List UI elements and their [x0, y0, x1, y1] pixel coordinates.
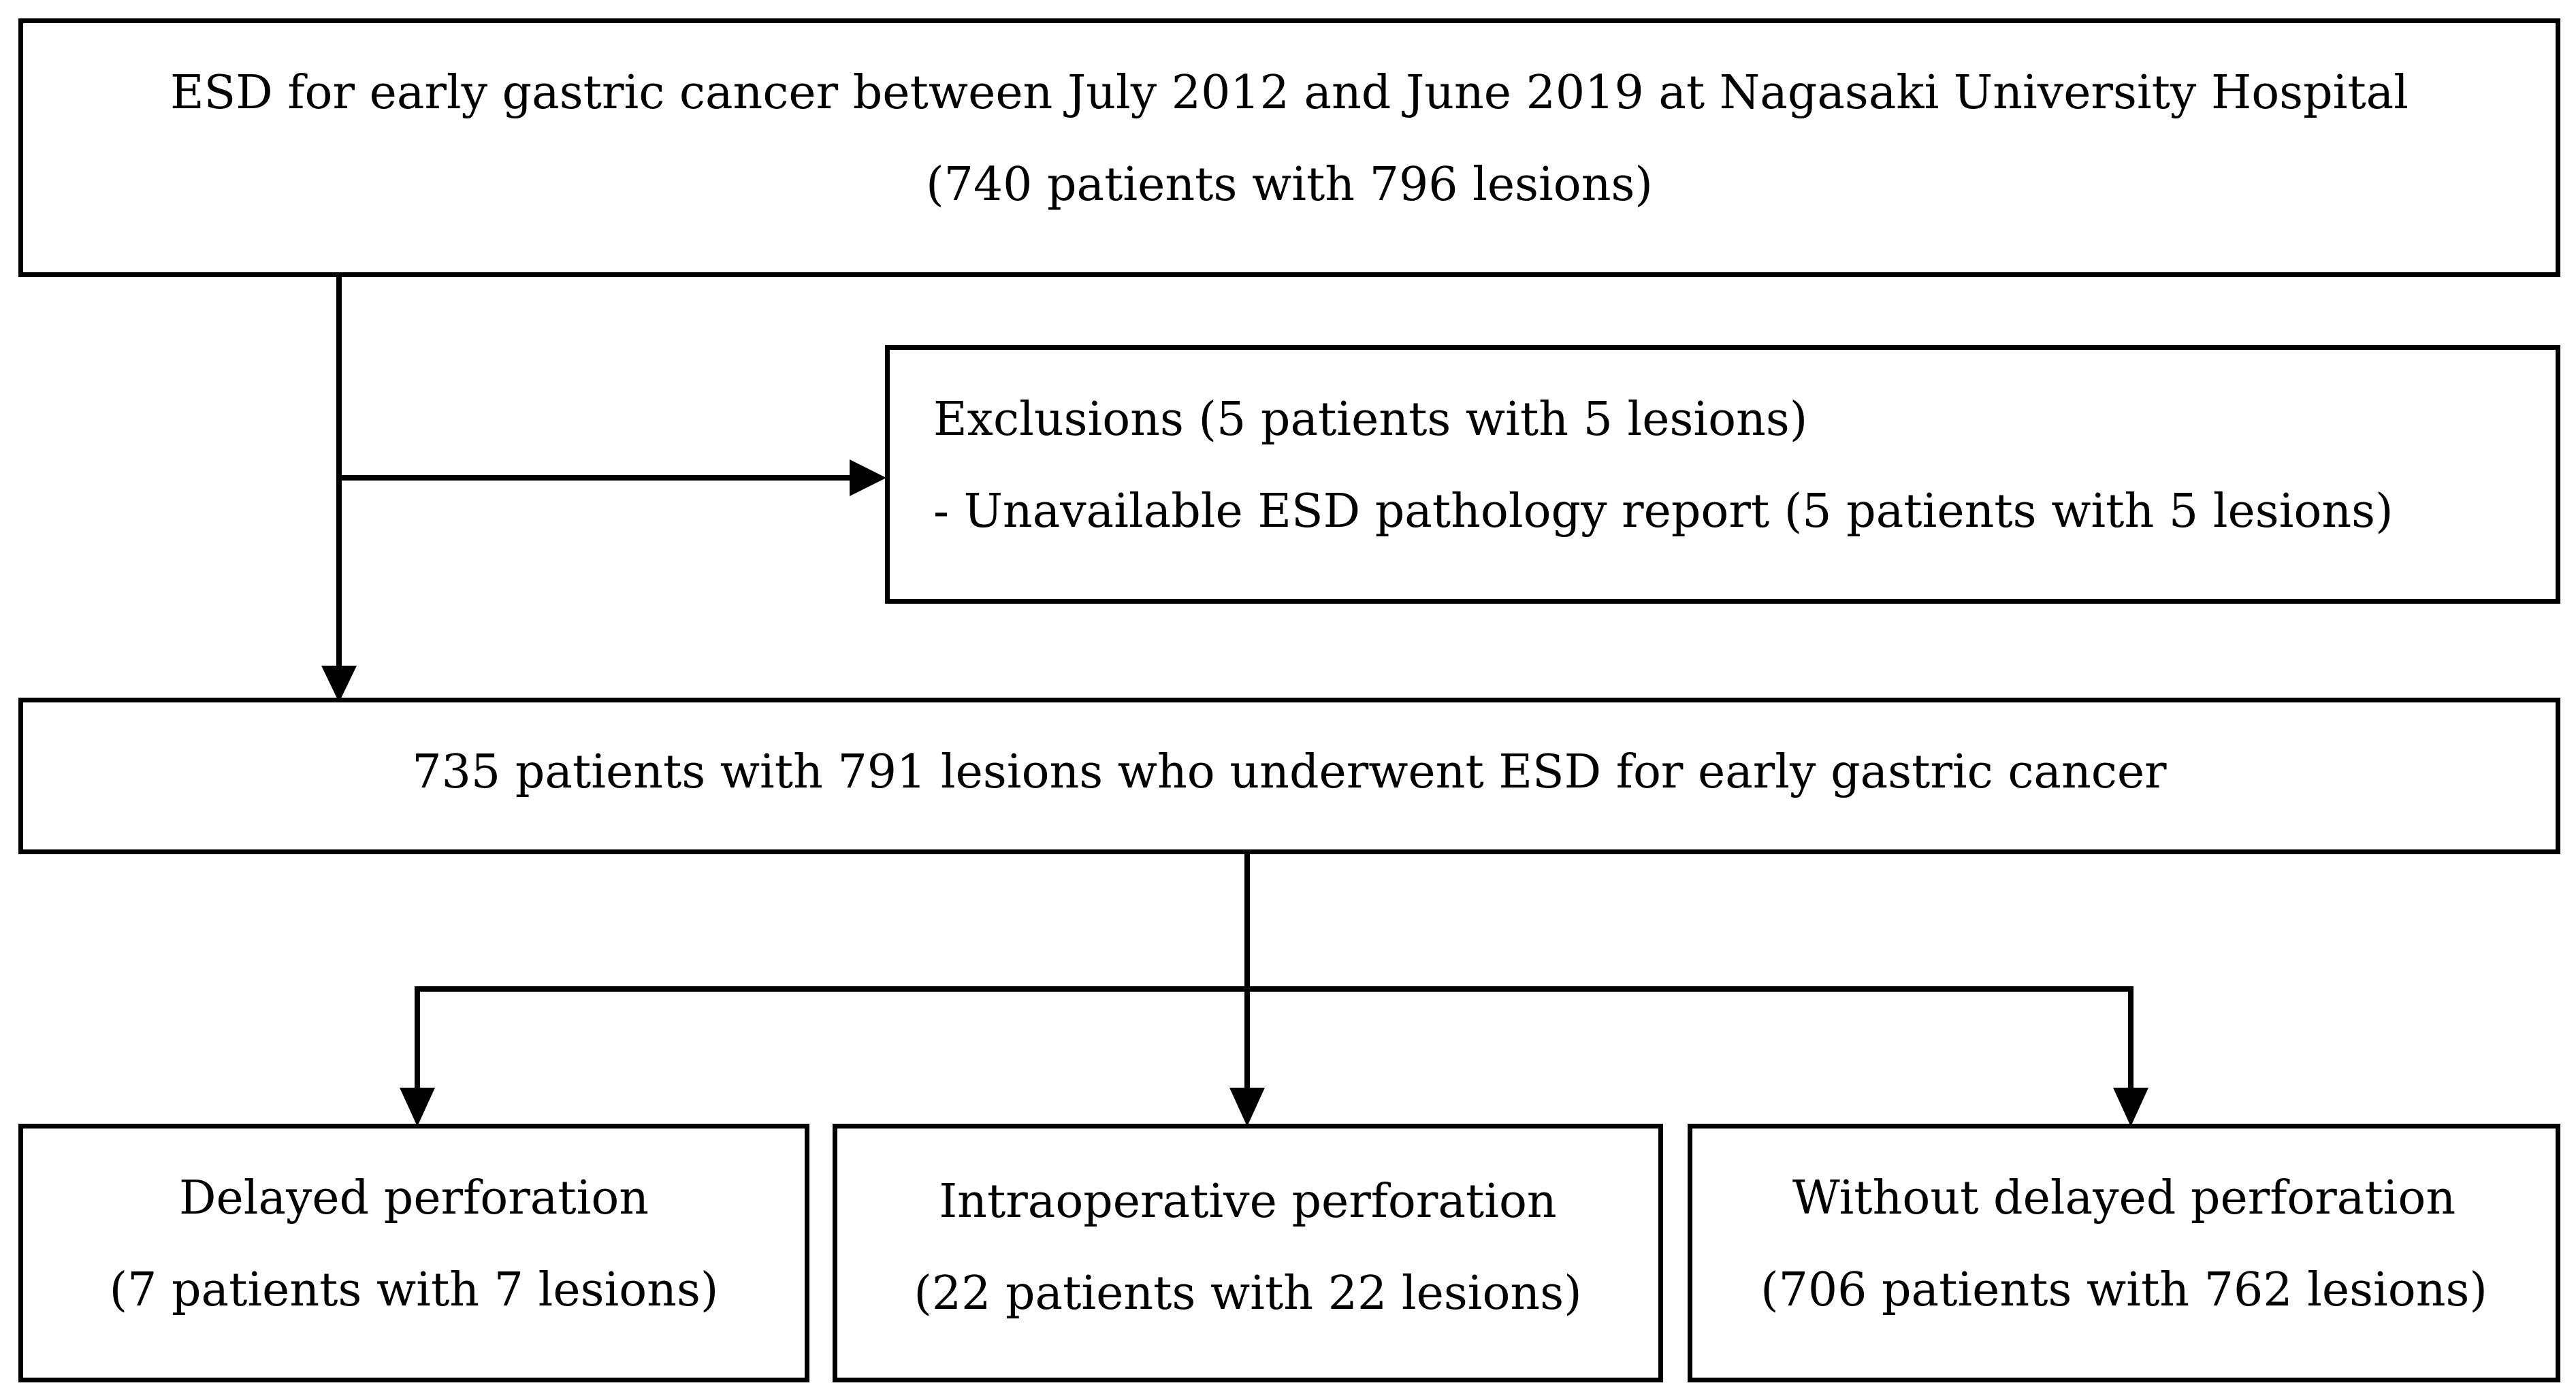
exclusion-box	[885, 345, 2560, 604]
exclusion-box-line2: - Unavailable ESD pathology report (5 patients with 5 lesions)	[933, 485, 2394, 538]
top-box-line1: ESD for early gastric cancer between July 2012 and June 2019 at Nagasaki University Hospital	[170, 66, 2409, 120]
arrowhead-exclusions	[850, 459, 886, 496]
top-box	[18, 18, 2560, 277]
middle-box-line1: 735 patients with 791 lesions who underwent ESD for early gastric cancer	[412, 745, 2167, 799]
outcome-delayed-line1: Delayed perforation	[178, 1171, 649, 1225]
outcome-intraoperative-line2: (22 patients with 22 lesions)	[914, 1267, 1582, 1320]
arrowhead-intraoperative	[1229, 1088, 1265, 1126]
outcome-without-line2: (706 patients with 762 lesions)	[1760, 1263, 2488, 1317]
arrowhead-delayed	[400, 1088, 435, 1126]
outcome-delayed-line2: (7 patients with 7 lesions)	[109, 1263, 719, 1317]
outcome-without-line1: Without delayed perforation	[1792, 1171, 2456, 1225]
outcome-box-without	[1688, 1124, 2560, 1382]
outcome-intraoperative-line1: Intraoperative perforation	[939, 1175, 1557, 1229]
outcome-box-intraoperative	[833, 1124, 1663, 1382]
exclusion-box-line1: Exclusions (5 patients with 5 lesions)	[933, 393, 1808, 447]
arrowhead-middle-box	[321, 666, 357, 702]
arrowhead-without	[2113, 1088, 2148, 1126]
middle-box	[18, 698, 2560, 854]
outcome-box-delayed	[18, 1124, 809, 1382]
top-box-line2: (740 patients with 796 lesions)	[926, 158, 1653, 212]
